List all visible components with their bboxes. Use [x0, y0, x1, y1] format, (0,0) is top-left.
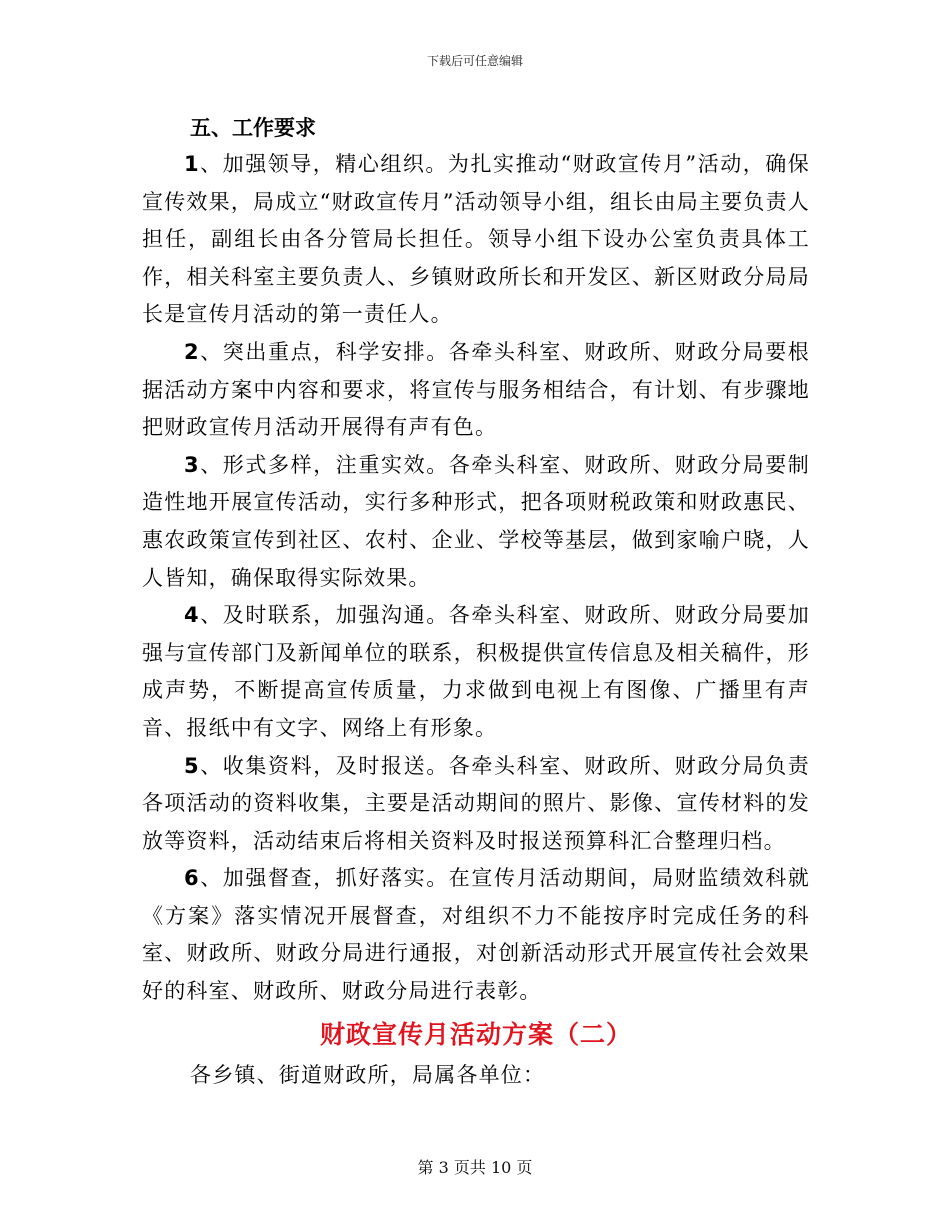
salutation: 各乡镇、街道财政所，局属各单位：	[190, 1062, 546, 1087]
page-footer: 第 3 页共 10 页	[417, 1158, 533, 1177]
requirement-item-2	[142, 334, 810, 447]
item-number: 1	[184, 152, 200, 176]
item-text: 、及时联系，加强沟通。各牵头科室、财政所、财政分局要加强与宣传部门及新闻单位的联系，积极提供宣传信息及相关稿件，形成声势，不断提高宣传质量，力求做到电视上有图像、广播里有声音、报纸中有文字、网络上有形象。	[142, 603, 810, 740]
item-number: 2	[184, 339, 200, 364]
item-number: 3	[184, 452, 200, 477]
item-number: 5	[184, 753, 200, 778]
item-text: 、形式多样，注重实效。各牵头科室、财政所、财政分局要制造性地开展宣传活动，实行多种形式，把各项财税政策和财政惠民、惠农政策宣传到社区、农村、企业、学校等基层，做到家喻户晓，人人皆知，确保取得实际效果。	[142, 452, 810, 590]
item-text: 、收集资料，及时报送。各牵头科室、财政所、财政分局负责各项活动的资料收集，主要是活动期间的照片、影像、宣传材料的发放等资料，活动结束后将相关资料及时报送预算科汇合整理归档。	[142, 753, 810, 853]
item-text: 、加强领导，精心组织。为扎实推动“财政宣传月”活动，确保宣传效果，局成立“财政宣传月”活动领导小组，组长由局主要负责人担任，副组长由各分管局长担任。领导小组下设办公室负责具体工作，相关科室主要负责人、乡镇财政所长和开发区、新区财政分局局长是宣传月活动的第一责任人。	[142, 152, 810, 327]
document-body	[142, 110, 810, 1095]
item-number: 4	[184, 603, 200, 628]
item-text: 、突出重点，科学安排。各牵头科室、财政所、财政分局要根据活动方案中内容和要求，将宣传与服务相结合，有计划、有步骤地把财政宣传月活动开展得有声有色。	[142, 339, 810, 440]
requirement-item-3	[142, 447, 810, 597]
page-header: 下载后可任意编辑	[426, 54, 523, 68]
document-title: 财政宣传月活动方案（二）	[319, 1019, 632, 1049]
requirement-item-5	[142, 748, 810, 861]
item-number: 6	[184, 866, 200, 891]
item-text: 、加强督查，抓好落实。在宣传月活动期间，局财监绩效科就《方案》落实情况开展督查，对组织不力不能按序时完成任务的科室、财政所、财政分局进行通报，对创新活动形式开展宣传社会效果好的科室、财政所、财政分局进行表彰。	[142, 866, 810, 1004]
requirement-item-6	[142, 860, 810, 1010]
requirement-item-4	[142, 597, 810, 747]
section-heading: 五、工作要求	[190, 116, 316, 140]
requirement-item-1	[142, 146, 810, 334]
